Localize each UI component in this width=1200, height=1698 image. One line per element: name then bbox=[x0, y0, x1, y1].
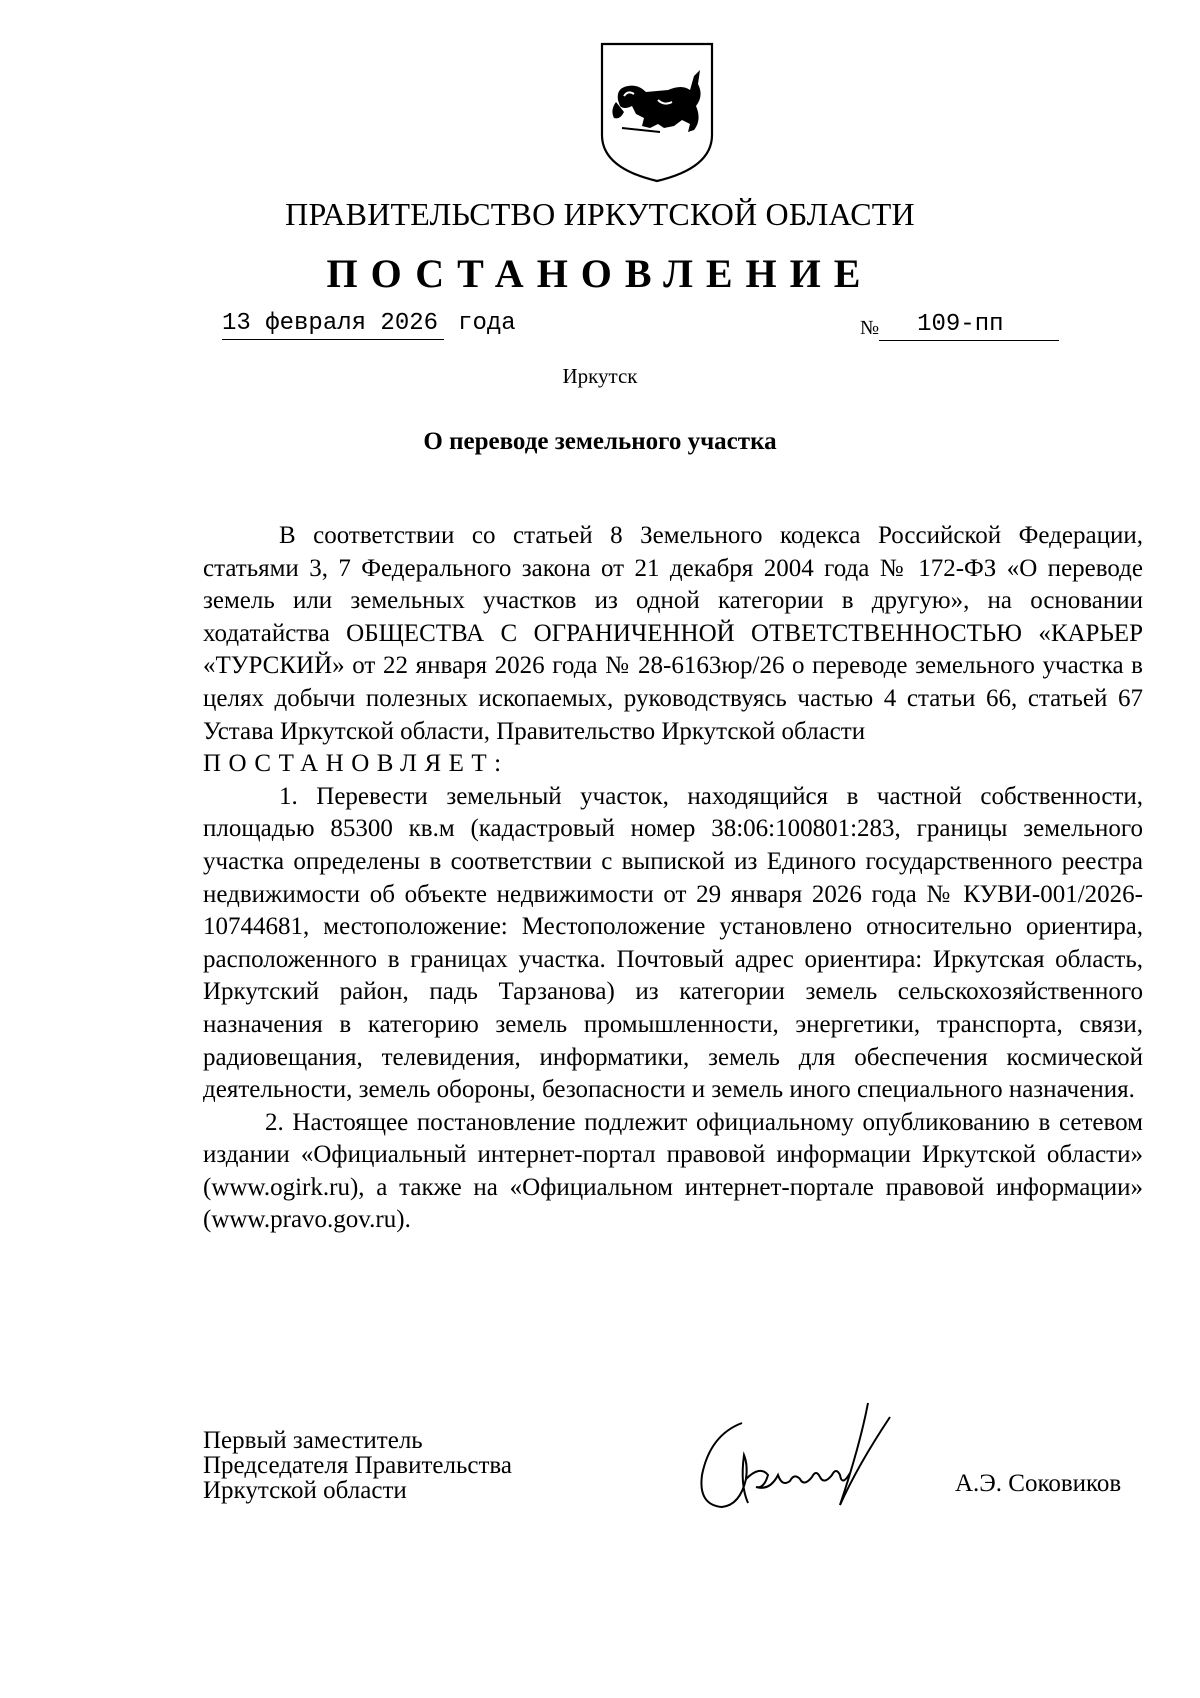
position-line: Первый заместитель bbox=[203, 1427, 423, 1454]
document-subject: О переводе земельного участка bbox=[423, 428, 777, 455]
date-value: 13 февраля 2026 bbox=[222, 310, 444, 340]
government-name: ПРАВИТЕЛЬСТВО ИРКУТСКОЙ ОБЛАСТИ bbox=[285, 196, 915, 232]
position-line: Председателя Правительства bbox=[203, 1452, 512, 1479]
position-line: Иркутской области bbox=[203, 1477, 407, 1504]
document-date bbox=[222, 310, 516, 340]
number-value: 109-пп bbox=[879, 311, 1059, 341]
date-suffix: года bbox=[458, 310, 516, 337]
document-number bbox=[860, 310, 1059, 341]
irkutsk-coat-of-arms-icon bbox=[598, 40, 716, 185]
decree-word: ПОСТАНОВЛЯЕТ: bbox=[203, 750, 509, 778]
preamble-paragraph: В соответствии со статьей 8 Земельного кодекса Российской Федерации, статьями 3, 7 Федерального закона от 21 декабря 2004 года № 172-ФЗ «О переводе земель или земельных участков из одной категории в другую», на основании ходатайства ОБЩЕСТВА С ОГРАНИЧЕННОЙ ОТВЕТСТВЕННОСТЬЮ «КАРЬЕР «ТУРСКИЙ» от 22 января 2026 года № 28-6163юр/26 о переводе земельного участка в целях добычи полезных ископаемых, руководствуясь частью 4 статьи 66, статьей 67 Устава Иркутской области, Правительство Иркутской области bbox=[203, 522, 1143, 745]
document-type: ПОСТАНОВЛЕНИЕ bbox=[326, 251, 874, 296]
city: Иркутск bbox=[562, 364, 638, 388]
item-1-paragraph: 1. Перевести земельный участок, находящийся в частной собственности, площадью 85300 кв.м (кадастровый номер 38:06:100801:283, границы земельного участка определены в соответствии с выпиской из Единого государственного реестра недвижимости об объекте недвижимости от 29 января 2026 года № КУВИ-001/2026-10744681, местоположение: Местоположение установлено относительно ориентира, расположенного в границах участка. Почтовый адрес ориентира: Иркутская область, Иркутский район, падь Тарзанова) из категории земель сельскохозяйственного назначения в категорию земель промышленности, энергетики, транспорта, связи, радиовещания, телевидения, информатики, земель для обеспечения космической деятельности, земель обороны, безопасности и земель иного специального назначения. bbox=[203, 782, 1143, 1104]
signatory-name: А.Э. Соковиков bbox=[955, 1470, 1122, 1497]
handwritten-signature bbox=[690, 1395, 905, 1540]
number-sign: № bbox=[860, 317, 880, 339]
signatory-position bbox=[203, 1428, 512, 1503]
document-body bbox=[203, 520, 1143, 1237]
item-2-paragraph: 2. Настоящее постановление подлежит официальному опубликованию в сетевом издании «Официальный интернет-портал правовой информации Иркутской области» (www.ogirk.ru), а также на «Официальном интернет-портале правовой информации» (www.pravo.gov.ru). bbox=[203, 1108, 1143, 1234]
